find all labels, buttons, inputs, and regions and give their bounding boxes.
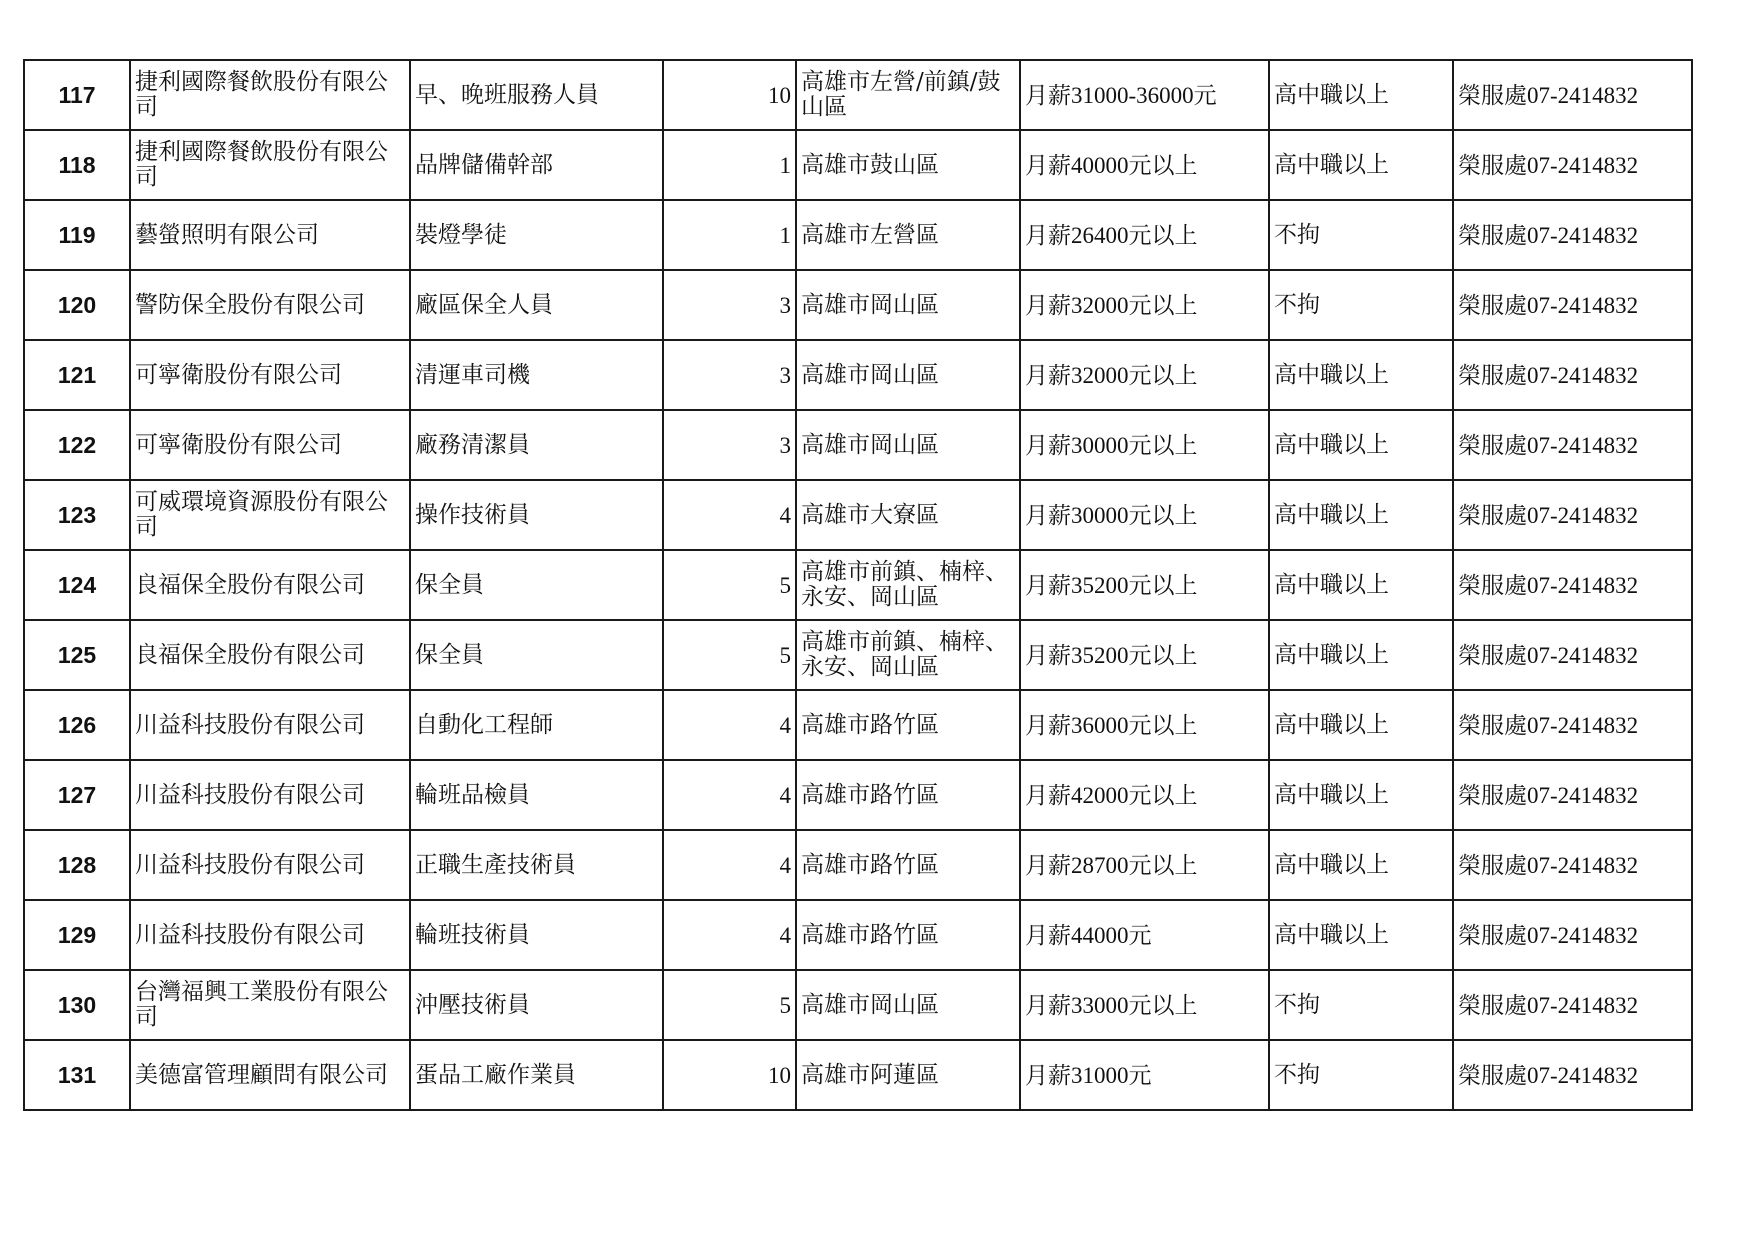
work-location: 高雄市岡山區 xyxy=(796,270,1020,340)
contact-info: 榮服處07-2414832 xyxy=(1453,690,1692,760)
education-requirement: 高中職以上 xyxy=(1269,130,1453,200)
contact-info: 榮服處07-2414832 xyxy=(1453,760,1692,830)
work-location: 高雄市岡山區 xyxy=(796,340,1020,410)
table-row xyxy=(24,900,1692,970)
contact-info: 榮服處07-2414832 xyxy=(1453,480,1692,550)
job-position: 廠區保全人員 xyxy=(410,270,663,340)
salary: 月薪26400元以上 xyxy=(1020,200,1269,270)
education-requirement: 高中職以上 xyxy=(1269,620,1453,690)
table-row xyxy=(24,200,1692,270)
salary: 月薪31000-36000元 xyxy=(1020,60,1269,130)
salary: 月薪40000元以上 xyxy=(1020,130,1269,200)
work-location: 高雄市路竹區 xyxy=(796,760,1020,830)
row-number: 130 xyxy=(24,970,130,1040)
company-name: 良福保全股份有限公司 xyxy=(130,550,410,620)
company-name: 可寧衛股份有限公司 xyxy=(130,410,410,480)
company-name: 可寧衛股份有限公司 xyxy=(130,340,410,410)
job-position: 自動化工程師 xyxy=(410,690,663,760)
table-row xyxy=(24,410,1692,480)
job-position: 品牌儲備幹部 xyxy=(410,130,663,200)
education-requirement: 高中職以上 xyxy=(1269,60,1453,130)
work-location: 高雄市岡山區 xyxy=(796,410,1020,480)
row-number: 119 xyxy=(24,200,130,270)
job-position: 沖壓技術員 xyxy=(410,970,663,1040)
job-listings-table xyxy=(23,59,1693,1111)
openings-count: 3 xyxy=(663,410,796,480)
row-number: 118 xyxy=(24,130,130,200)
table-row xyxy=(24,970,1692,1040)
salary: 月薪35200元以上 xyxy=(1020,550,1269,620)
company-name: 川益科技股份有限公司 xyxy=(130,900,410,970)
openings-count: 10 xyxy=(663,1040,796,1110)
job-position: 廠務清潔員 xyxy=(410,410,663,480)
contact-info: 榮服處07-2414832 xyxy=(1453,60,1692,130)
contact-info: 榮服處07-2414832 xyxy=(1453,550,1692,620)
education-requirement: 不拘 xyxy=(1269,970,1453,1040)
openings-count: 5 xyxy=(663,620,796,690)
work-location: 高雄市岡山區 xyxy=(796,970,1020,1040)
company-name: 捷利國際餐飲股份有限公司 xyxy=(130,60,410,130)
openings-count: 10 xyxy=(663,60,796,130)
salary: 月薪31000元 xyxy=(1020,1040,1269,1110)
row-number: 117 xyxy=(24,60,130,130)
row-number: 120 xyxy=(24,270,130,340)
openings-count: 3 xyxy=(663,340,796,410)
company-name: 台灣福興工業股份有限公司 xyxy=(130,970,410,1040)
salary: 月薪30000元以上 xyxy=(1020,480,1269,550)
table-row xyxy=(24,130,1692,200)
salary: 月薪36000元以上 xyxy=(1020,690,1269,760)
job-position: 蛋品工廠作業員 xyxy=(410,1040,663,1110)
table-row xyxy=(24,620,1692,690)
company-name: 可威環境資源股份有限公司 xyxy=(130,480,410,550)
work-location: 高雄市左營/前鎮/鼓山區 xyxy=(796,60,1020,130)
contact-info: 榮服處07-2414832 xyxy=(1453,130,1692,200)
job-position: 保全員 xyxy=(410,620,663,690)
openings-count: 4 xyxy=(663,900,796,970)
table-row xyxy=(24,60,1692,130)
table-row xyxy=(24,550,1692,620)
row-number: 127 xyxy=(24,760,130,830)
work-location: 高雄市路竹區 xyxy=(796,690,1020,760)
job-position: 早、晚班服務人員 xyxy=(410,60,663,130)
job-position: 裝燈學徒 xyxy=(410,200,663,270)
openings-count: 5 xyxy=(663,970,796,1040)
row-number: 121 xyxy=(24,340,130,410)
work-location: 高雄市路竹區 xyxy=(796,900,1020,970)
education-requirement: 高中職以上 xyxy=(1269,550,1453,620)
job-position: 正職生產技術員 xyxy=(410,830,663,900)
salary: 月薪35200元以上 xyxy=(1020,620,1269,690)
table-row xyxy=(24,480,1692,550)
job-position: 操作技術員 xyxy=(410,480,663,550)
table-row xyxy=(24,340,1692,410)
education-requirement: 高中職以上 xyxy=(1269,830,1453,900)
work-location: 高雄市大寮區 xyxy=(796,480,1020,550)
job-position: 輪班技術員 xyxy=(410,900,663,970)
contact-info: 榮服處07-2414832 xyxy=(1453,620,1692,690)
job-position: 輪班品檢員 xyxy=(410,760,663,830)
salary: 月薪32000元以上 xyxy=(1020,340,1269,410)
company-name: 警防保全股份有限公司 xyxy=(130,270,410,340)
job-listings-body xyxy=(24,60,1692,1110)
row-number: 131 xyxy=(24,1040,130,1110)
row-number: 124 xyxy=(24,550,130,620)
row-number: 126 xyxy=(24,690,130,760)
contact-info: 榮服處07-2414832 xyxy=(1453,1040,1692,1110)
education-requirement: 高中職以上 xyxy=(1269,690,1453,760)
table-row xyxy=(24,830,1692,900)
contact-info: 榮服處07-2414832 xyxy=(1453,270,1692,340)
education-requirement: 高中職以上 xyxy=(1269,760,1453,830)
contact-info: 榮服處07-2414832 xyxy=(1453,340,1692,410)
salary: 月薪30000元以上 xyxy=(1020,410,1269,480)
job-position: 保全員 xyxy=(410,550,663,620)
contact-info: 榮服處07-2414832 xyxy=(1453,410,1692,480)
openings-count: 1 xyxy=(663,130,796,200)
openings-count: 1 xyxy=(663,200,796,270)
salary: 月薪33000元以上 xyxy=(1020,970,1269,1040)
job-position: 清運車司機 xyxy=(410,340,663,410)
education-requirement: 不拘 xyxy=(1269,1040,1453,1110)
work-location: 高雄市前鎮、楠梓、永安、岡山區 xyxy=(796,620,1020,690)
document-page xyxy=(23,59,1691,1111)
openings-count: 4 xyxy=(663,830,796,900)
work-location: 高雄市阿蓮區 xyxy=(796,1040,1020,1110)
company-name: 捷利國際餐飲股份有限公司 xyxy=(130,130,410,200)
table-row xyxy=(24,1040,1692,1110)
row-number: 122 xyxy=(24,410,130,480)
education-requirement: 高中職以上 xyxy=(1269,410,1453,480)
salary: 月薪44000元 xyxy=(1020,900,1269,970)
work-location: 高雄市路竹區 xyxy=(796,830,1020,900)
openings-count: 4 xyxy=(663,760,796,830)
salary: 月薪42000元以上 xyxy=(1020,760,1269,830)
salary: 月薪28700元以上 xyxy=(1020,830,1269,900)
salary: 月薪32000元以上 xyxy=(1020,270,1269,340)
work-location: 高雄市前鎮、楠梓、永安、岡山區 xyxy=(796,550,1020,620)
row-number: 128 xyxy=(24,830,130,900)
company-name: 美德富管理顧問有限公司 xyxy=(130,1040,410,1110)
education-requirement: 不拘 xyxy=(1269,270,1453,340)
work-location: 高雄市鼓山區 xyxy=(796,130,1020,200)
education-requirement: 高中職以上 xyxy=(1269,900,1453,970)
row-number: 125 xyxy=(24,620,130,690)
work-location: 高雄市左營區 xyxy=(796,200,1020,270)
table-row xyxy=(24,270,1692,340)
education-requirement: 高中職以上 xyxy=(1269,480,1453,550)
table-row xyxy=(24,760,1692,830)
education-requirement: 不拘 xyxy=(1269,200,1453,270)
openings-count: 5 xyxy=(663,550,796,620)
contact-info: 榮服處07-2414832 xyxy=(1453,970,1692,1040)
row-number: 129 xyxy=(24,900,130,970)
contact-info: 榮服處07-2414832 xyxy=(1453,200,1692,270)
company-name: 川益科技股份有限公司 xyxy=(130,830,410,900)
company-name: 川益科技股份有限公司 xyxy=(130,760,410,830)
education-requirement: 高中職以上 xyxy=(1269,340,1453,410)
company-name: 藝螢照明有限公司 xyxy=(130,200,410,270)
openings-count: 4 xyxy=(663,480,796,550)
company-name: 川益科技股份有限公司 xyxy=(130,690,410,760)
table-row xyxy=(24,690,1692,760)
row-number: 123 xyxy=(24,480,130,550)
company-name: 良福保全股份有限公司 xyxy=(130,620,410,690)
openings-count: 3 xyxy=(663,270,796,340)
contact-info: 榮服處07-2414832 xyxy=(1453,900,1692,970)
contact-info: 榮服處07-2414832 xyxy=(1453,830,1692,900)
openings-count: 4 xyxy=(663,690,796,760)
